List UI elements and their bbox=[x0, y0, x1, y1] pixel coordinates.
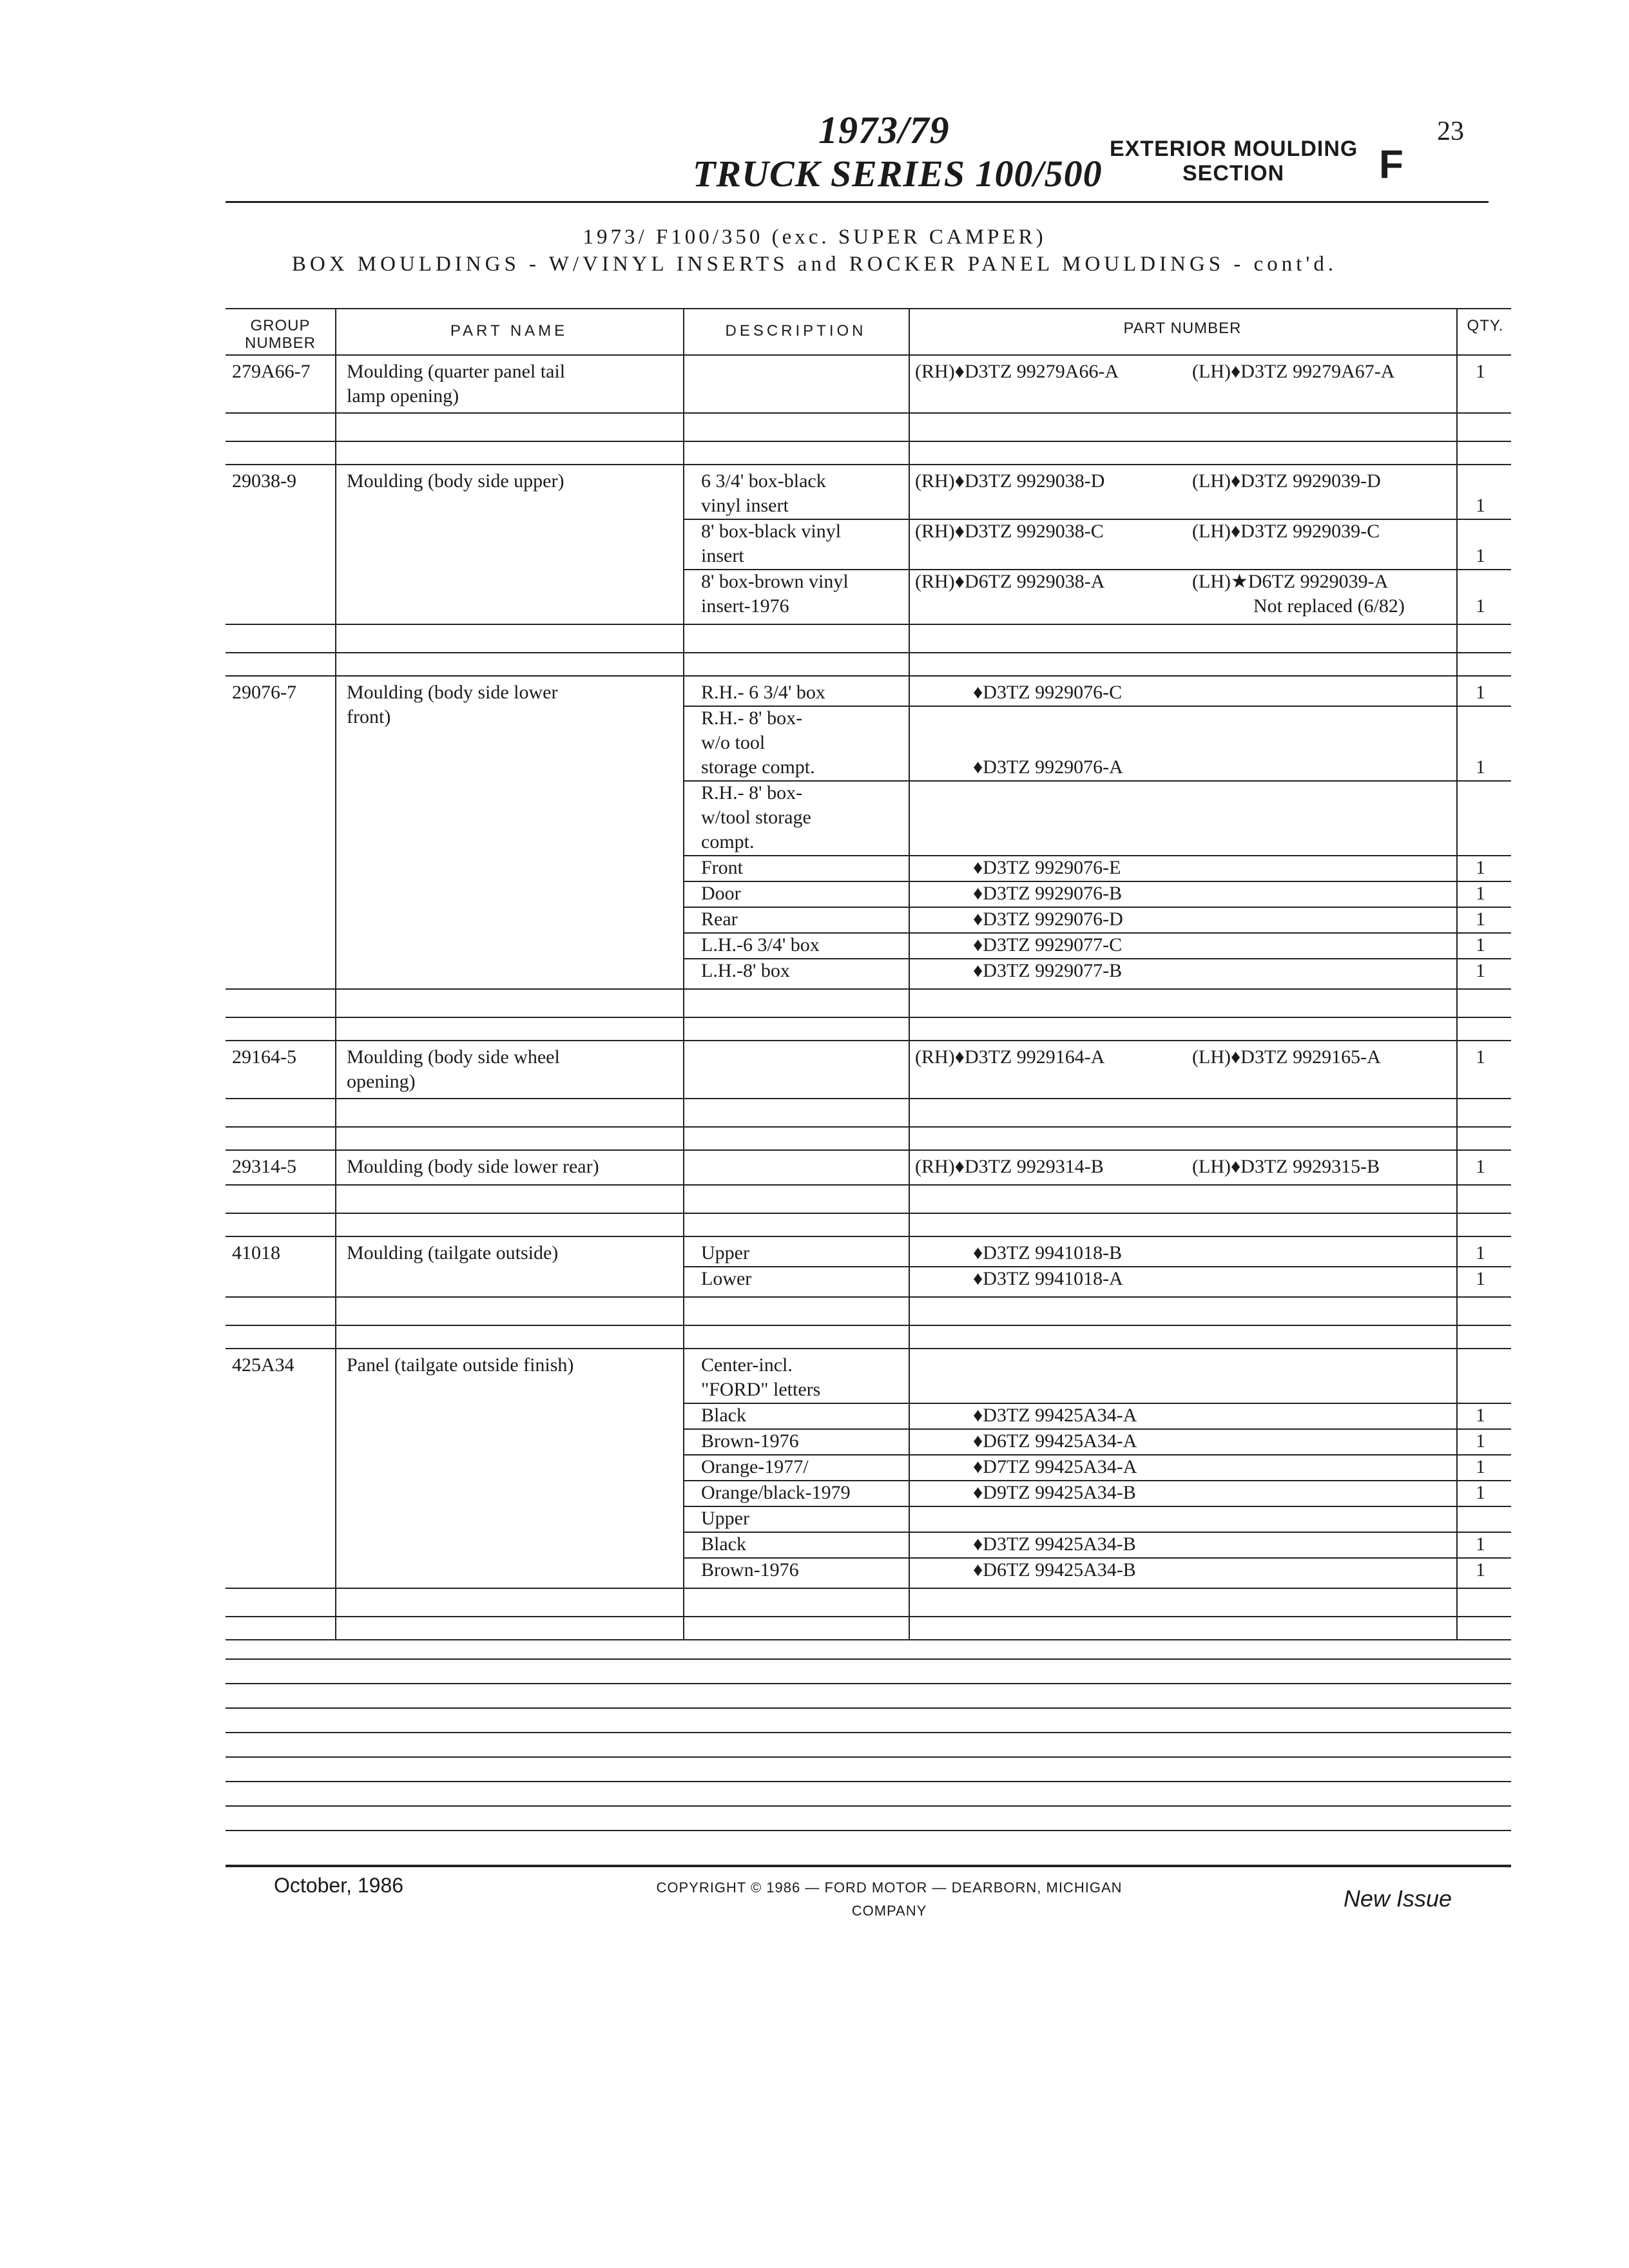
column-divider bbox=[683, 1040, 684, 1149]
row-spacer-rule bbox=[226, 1325, 1511, 1326]
row-separator bbox=[226, 675, 1511, 677]
col-header-part-number: PART NUMBER bbox=[1123, 320, 1242, 337]
part-number: ♦D3TZ 99425A34-A bbox=[973, 1405, 1137, 1426]
blank-rule bbox=[226, 1830, 1511, 1831]
col-header-part-name: PART NAME bbox=[450, 322, 568, 340]
part-name-line: Moulding (body side wheel bbox=[347, 1046, 560, 1068]
column-divider bbox=[335, 1149, 336, 1236]
quantity: 1 bbox=[1476, 682, 1485, 703]
title-series: TRUCK SERIES 100/500 bbox=[693, 153, 1103, 195]
column-divider bbox=[683, 354, 684, 464]
col-header-description: DESCRIPTION bbox=[725, 322, 867, 340]
quantity: 1 bbox=[1476, 1405, 1485, 1426]
part-number-rh: (RH)♦D3TZ 9929164-A bbox=[915, 1046, 1105, 1068]
part-number: ♦D3TZ 99425A34-B bbox=[973, 1533, 1136, 1555]
group-number: 279A66-7 bbox=[232, 361, 311, 382]
column-divider bbox=[1456, 1236, 1458, 1348]
column-divider bbox=[335, 1236, 336, 1348]
part-number-rh: (RH)♦D3TZ 9929038-C bbox=[915, 521, 1104, 542]
column-divider bbox=[683, 1236, 684, 1348]
description-line: Orange-1977/ bbox=[701, 1456, 809, 1477]
column-divider bbox=[1456, 1348, 1458, 1639]
description-line: Front bbox=[701, 857, 744, 878]
part-number: ♦D3TZ 9929077-C bbox=[973, 934, 1123, 956]
description-line: storage compt. bbox=[701, 756, 815, 778]
row-spacer-rule bbox=[226, 1213, 1511, 1214]
description-line: insert bbox=[701, 545, 744, 566]
group-number: 425A34 bbox=[232, 1354, 294, 1376]
quantity: 1 bbox=[1476, 361, 1485, 382]
quantity: 1 bbox=[1476, 908, 1485, 930]
part-number: ♦D6TZ 99425A34-A bbox=[973, 1430, 1137, 1452]
table-header-rule bbox=[226, 354, 1511, 356]
part-number: ♦D9TZ 99425A34-B bbox=[973, 1482, 1136, 1503]
row-rule bbox=[226, 1588, 1511, 1589]
group-number: 41018 bbox=[232, 1242, 280, 1264]
description-line: R.H.- 6 3/4' box bbox=[701, 682, 825, 703]
description-line: L.H.-8' box bbox=[701, 960, 790, 981]
footer-issue: New Issue bbox=[1344, 1885, 1452, 1912]
section-label: SECTION bbox=[1182, 161, 1285, 186]
description-line: Black bbox=[701, 1533, 746, 1555]
row-separator bbox=[226, 1040, 1511, 1041]
quantity: 1 bbox=[1476, 1046, 1485, 1068]
footer-copyright-line2: COMPANY bbox=[851, 1903, 927, 1919]
description-line: compt. bbox=[701, 831, 755, 852]
column-divider bbox=[335, 1348, 336, 1639]
group-number: 29038-9 bbox=[232, 470, 296, 492]
blank-rule bbox=[226, 1732, 1511, 1733]
column-divider bbox=[1456, 464, 1458, 675]
quantity: 1 bbox=[1476, 857, 1485, 878]
quantity: 1 bbox=[1476, 883, 1485, 904]
section-name: EXTERIOR MOULDING bbox=[1110, 137, 1358, 161]
header-divider bbox=[1456, 308, 1458, 354]
subtitle-description: BOX MOULDINGS - W/VINYL INSERTS and ROCKER PANEL MOULDINGS - cont'd. bbox=[291, 253, 1338, 276]
part-number-lh: (LH)♦D3TZ 9929315-B bbox=[1192, 1156, 1380, 1177]
row-rule bbox=[226, 624, 1511, 625]
row-spacer-rule bbox=[226, 1017, 1511, 1018]
column-divider bbox=[909, 675, 910, 1040]
quantity: 1 bbox=[1476, 545, 1485, 566]
footer-rule bbox=[226, 1865, 1511, 1867]
part-name-line: Panel (tailgate outside finish) bbox=[347, 1354, 574, 1376]
blank-rule bbox=[226, 1756, 1511, 1758]
quantity: 1 bbox=[1476, 756, 1485, 778]
quantity: 1 bbox=[1476, 1156, 1485, 1177]
quantity: 1 bbox=[1476, 960, 1485, 981]
quantity: 1 bbox=[1476, 1533, 1485, 1555]
description-line: 8' box-black vinyl bbox=[701, 521, 842, 542]
part-number: ♦D3TZ 9941018-B bbox=[973, 1242, 1123, 1264]
column-divider bbox=[683, 675, 684, 1040]
column-divider bbox=[1456, 354, 1458, 464]
column-divider bbox=[335, 354, 336, 464]
row-separator bbox=[226, 1236, 1511, 1237]
row-rule bbox=[226, 1296, 1511, 1298]
description-line: Brown-1976 bbox=[701, 1430, 799, 1452]
quantity: 1 bbox=[1476, 1268, 1485, 1289]
row-spacer-rule bbox=[226, 1616, 1511, 1617]
row-separator bbox=[226, 1639, 1511, 1640]
column-divider bbox=[909, 464, 910, 675]
blank-rule bbox=[226, 1805, 1511, 1807]
part-name-line: front) bbox=[347, 706, 391, 727]
header-divider bbox=[909, 308, 910, 354]
part-number: ♦D3TZ 9929076-C bbox=[973, 682, 1123, 703]
column-divider bbox=[335, 464, 336, 675]
part-number-lh: (LH)★D6TZ 9929039-A bbox=[1192, 571, 1389, 592]
description-line: "FORD" letters bbox=[701, 1379, 821, 1400]
group-number: 29076-7 bbox=[232, 682, 296, 703]
description-line: insert-1976 bbox=[701, 595, 789, 617]
row-rule bbox=[226, 988, 1511, 990]
part-number-rh: (RH)♦D3TZ 99279A66-A bbox=[915, 361, 1119, 382]
col-header-group: GROUP NUMBER bbox=[244, 317, 316, 352]
column-divider bbox=[909, 1348, 910, 1639]
part-number-note: Not replaced (6/82) bbox=[1253, 595, 1405, 617]
blank-rule bbox=[226, 1658, 1511, 1660]
part-name-line: lamp opening) bbox=[347, 385, 459, 407]
part-number-lh: (LH)♦D3TZ 9929165-A bbox=[1192, 1046, 1381, 1068]
title-years: 1973/79 bbox=[818, 109, 950, 151]
part-name-line: opening) bbox=[347, 1071, 416, 1092]
part-name-line: Moulding (body side upper) bbox=[347, 470, 564, 492]
row-rule bbox=[226, 1098, 1511, 1099]
line-divider bbox=[683, 706, 1511, 707]
description-line: vinyl insert bbox=[701, 495, 789, 516]
col-header-qty: QTY. bbox=[1467, 317, 1504, 334]
part-number-lh: (LH)♦D3TZ 9929039-D bbox=[1192, 470, 1381, 492]
description-line: R.H.- 8' box- bbox=[701, 782, 803, 803]
column-divider bbox=[683, 1348, 684, 1639]
blank-rule bbox=[226, 1683, 1511, 1684]
description-line: w/tool storage bbox=[701, 807, 811, 828]
part-name-line: Moulding (quarter panel tail bbox=[347, 361, 566, 382]
blank-rule bbox=[226, 1707, 1511, 1709]
line-divider bbox=[683, 780, 1511, 782]
row-rule bbox=[226, 1184, 1511, 1186]
description-line: Brown-1976 bbox=[701, 1559, 799, 1581]
part-number-rh: (RH)♦D6TZ 9929038-A bbox=[915, 571, 1105, 592]
group-number: 29164-5 bbox=[232, 1046, 296, 1068]
row-separator bbox=[226, 1149, 1511, 1151]
quantity: 1 bbox=[1476, 595, 1485, 617]
footer-date: October, 1986 bbox=[274, 1874, 404, 1897]
column-divider bbox=[683, 1149, 684, 1236]
column-divider bbox=[1456, 1040, 1458, 1149]
column-divider bbox=[909, 1040, 910, 1149]
description-line: Upper bbox=[701, 1508, 749, 1529]
part-name-line: Moulding (tailgate outside) bbox=[347, 1242, 559, 1264]
row-spacer-rule bbox=[226, 441, 1511, 442]
description-line: Rear bbox=[701, 908, 738, 930]
quantity: 1 bbox=[1476, 1559, 1485, 1581]
description-line: R.H.- 8' box- bbox=[701, 707, 803, 729]
blank-rule bbox=[226, 1781, 1511, 1782]
row-separator bbox=[226, 464, 1511, 465]
column-divider bbox=[909, 1149, 910, 1236]
description-line: Door bbox=[701, 883, 741, 904]
column-divider bbox=[683, 464, 684, 675]
column-divider bbox=[1456, 1149, 1458, 1236]
part-number: ♦D3TZ 9929076-D bbox=[973, 908, 1123, 930]
group-number: 29314-5 bbox=[232, 1156, 296, 1177]
quantity: 1 bbox=[1476, 934, 1485, 956]
quantity: 1 bbox=[1476, 1242, 1485, 1264]
row-spacer-rule bbox=[226, 1126, 1511, 1128]
part-number-lh: (LH)♦D3TZ 9929039-C bbox=[1192, 521, 1380, 542]
part-number: ♦D3TZ 9929076-A bbox=[973, 756, 1123, 778]
section-letter: F bbox=[1379, 142, 1403, 187]
description-line: 6 3/4' box-black bbox=[701, 470, 826, 492]
part-number: ♦D3TZ 9929076-E bbox=[973, 857, 1121, 878]
column-divider bbox=[335, 675, 336, 1040]
footer-copyright bbox=[567, 1876, 1211, 1923]
description-line: Center-incl. bbox=[701, 1354, 793, 1376]
part-number-rh: (RH)♦D3TZ 9929038-D bbox=[915, 470, 1105, 492]
part-name-line: Moulding (body side lower bbox=[347, 682, 558, 703]
description-line: Orange/black-1979 bbox=[701, 1482, 851, 1503]
description-line: L.H.-6 3/4' box bbox=[701, 934, 820, 956]
part-number-lh: (LH)♦D3TZ 99279A67-A bbox=[1192, 361, 1395, 382]
page-number: 23 bbox=[1437, 117, 1464, 146]
footer-copyright-line1: COPYRIGHT © 1986 — FORD MOTOR — DEARBORN, MICHIGAN bbox=[656, 1879, 1123, 1896]
column-divider bbox=[909, 354, 910, 464]
description-line: 8' box-brown vinyl bbox=[701, 571, 849, 592]
row-rule bbox=[226, 412, 1511, 414]
part-number: ♦D7TZ 99425A34-A bbox=[973, 1456, 1137, 1477]
table-top-rule bbox=[226, 308, 1511, 309]
quantity: 1 bbox=[1476, 495, 1485, 516]
subtitle-model: 1973/ F100/350 (exc. SUPER CAMPER) bbox=[583, 226, 1046, 249]
part-name-line: Moulding (body side lower rear) bbox=[347, 1156, 599, 1177]
part-number: ♦D3TZ 9941018-A bbox=[973, 1268, 1123, 1289]
column-divider bbox=[335, 1040, 336, 1149]
part-number: ♦D3TZ 9929076-B bbox=[973, 883, 1123, 904]
description-line: Lower bbox=[701, 1268, 752, 1289]
header-divider bbox=[335, 308, 336, 354]
part-number: ♦D6TZ 99425A34-B bbox=[973, 1559, 1136, 1581]
description-line: w/o tool bbox=[701, 732, 766, 753]
description-line: Black bbox=[701, 1405, 746, 1426]
part-number-rh: (RH)♦D3TZ 9929314-B bbox=[915, 1156, 1104, 1177]
line-divider bbox=[683, 1506, 1511, 1507]
quantity: 1 bbox=[1476, 1482, 1485, 1503]
column-divider bbox=[1456, 675, 1458, 1040]
quantity: 1 bbox=[1476, 1456, 1485, 1477]
description-line: Upper bbox=[701, 1242, 749, 1264]
quantity: 1 bbox=[1476, 1430, 1485, 1452]
header-divider bbox=[683, 308, 684, 354]
row-separator bbox=[226, 1348, 1511, 1349]
column-divider bbox=[909, 1236, 910, 1348]
part-number: ♦D3TZ 9929077-B bbox=[973, 960, 1123, 981]
row-spacer-rule bbox=[226, 652, 1511, 653]
